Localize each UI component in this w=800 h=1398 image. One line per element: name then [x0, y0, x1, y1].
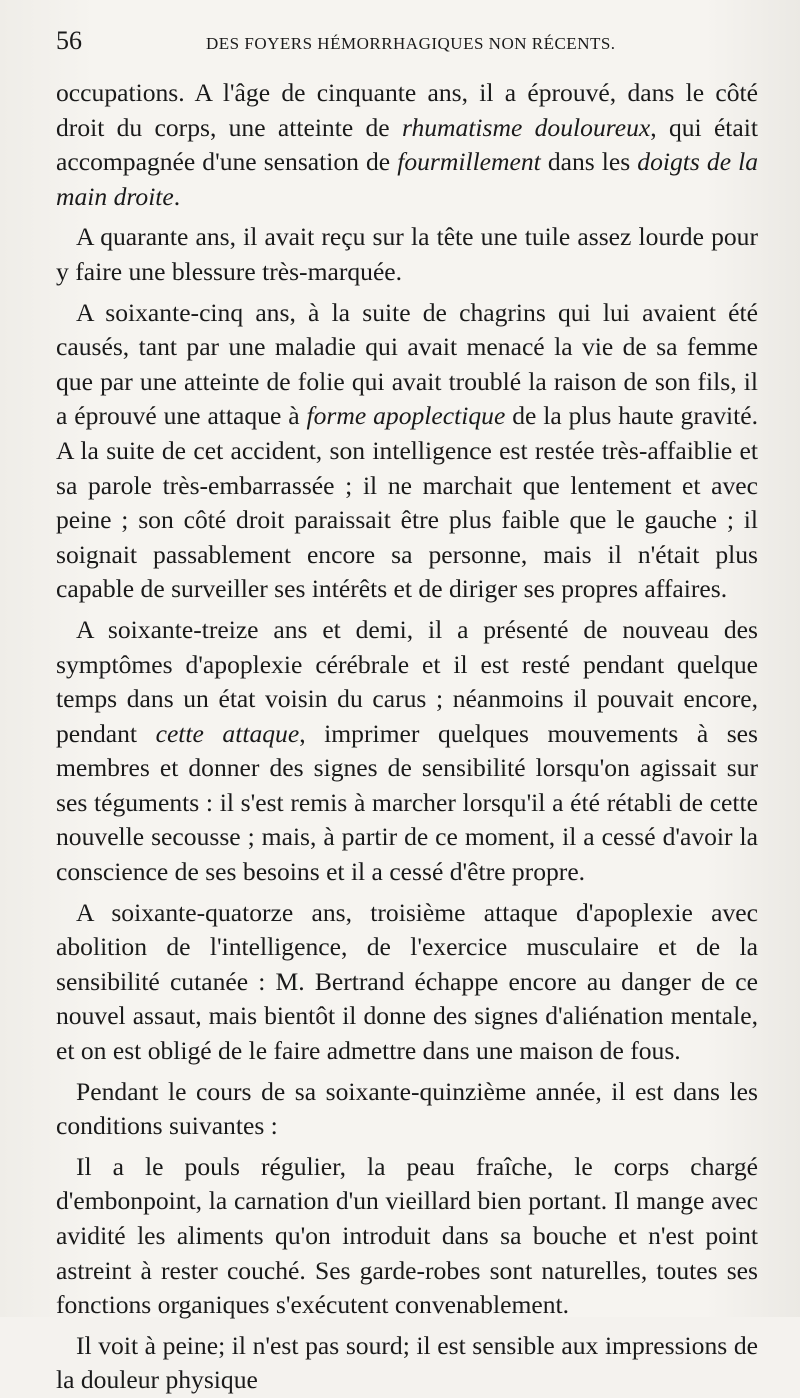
- paragraph-8: Il voit à peine; il n'est pas sourd; il est sensible aux impressions de la douleur physique: [56, 1330, 758, 1395]
- paragraph-4: A soixante-treize ans et demi, il a présenté de nouveau des symptômes d'apoplexie cérébrale et il est resté pendant quelque temps dans un état voisin du carus ; néanmoins il pouvait encore, pendant cette attaque, imprimer quelques mouvements à ses membres et donner des signes de sensibilité lorsqu'on agissait sur ses téguments : il s'est remis à marcher lorsqu'il a été rétabli de cette nouvelle secousse ; mais, à partir de ce moment, il a cessé d'avoir la conscience de ses besoins et il a cessé d'être propre.: [56, 614, 759, 887]
- paragraph-7: Il a le pouls régulier, la peau fraîche, le corps chargé d'embonpoint, la carnation d'un vieillard bien portant. Il mange avec avidité les aliments qu'on introduit dans sa bouche et n'est point astreint à rester couché. Ses garde-robes sont naturelles, toutes ses fonctions organiques s'exécutent convenablement.: [56, 1151, 758, 1320]
- paragraph-5: A soixante-quatorze ans, troisième attaque d'apoplexie avec abolition de l'intelligence, de l'exercice musculaire et de la sensibilité cutanée : M. Bertrand échappe encore au danger de ce nouvel assaut, mais bientôt il donne des signes d'aliénation mentale, et on est obligé de le faire admettre dans une maison de fous.: [56, 897, 758, 1066]
- running-head: DES FOYERS HÉMORRHAGIQUES NON RÉCENTS.: [206, 34, 616, 53]
- italic-term: cette attaque: [155, 718, 300, 748]
- italic-term: rhumatisme douloureux: [401, 112, 651, 142]
- body-text: [56, 76, 758, 1398]
- paragraph-1: occupations. A l'âge de cinquante ans, il a éprouvé, dans le côté droit du corps, une atteinte de rhumatisme douloureux, qui était accompagnée d'une sensation de fourmillement dans les doigts de la main droite.: [56, 78, 759, 211]
- italic-term: doigts de la main droite: [56, 147, 759, 211]
- page-header: [56, 26, 758, 76]
- page-number: 56: [56, 26, 82, 55]
- paragraph-6: Pendant le cours de sa soixante-quinzième année, il est dans les conditions suivantes :: [56, 1076, 758, 1141]
- paragraph-2: A quarante ans, il avait reçu sur la tête une tuile assez lourde pour y faire une blessure très-marquée.: [56, 222, 758, 286]
- paragraph-3: A soixante-cinq ans, à la suite de chagrins qui lui avaient été causés, tant par une maladie qui avait menacé la vie de sa femme que par une atteinte de folie qui avait troublé la raison de son fils, il a éprouvé une attaque à forme apoplectique de la plus haute gravité. A la suite de cet accident, son intelligence est restée très-affaiblie et sa parole très-embarrassée ; il ne marchait que lentement et avec peine ; son côté droit paraissait être plus faible que le gauche ; il soignait passablement encore sa personne, mais il n'était plus capable de surveiller ses intérêts et de diriger ses propres affaires.: [56, 297, 758, 604]
- italic-term: fourmillement: [397, 147, 541, 177]
- italic-term: forme apoplectique: [306, 401, 506, 431]
